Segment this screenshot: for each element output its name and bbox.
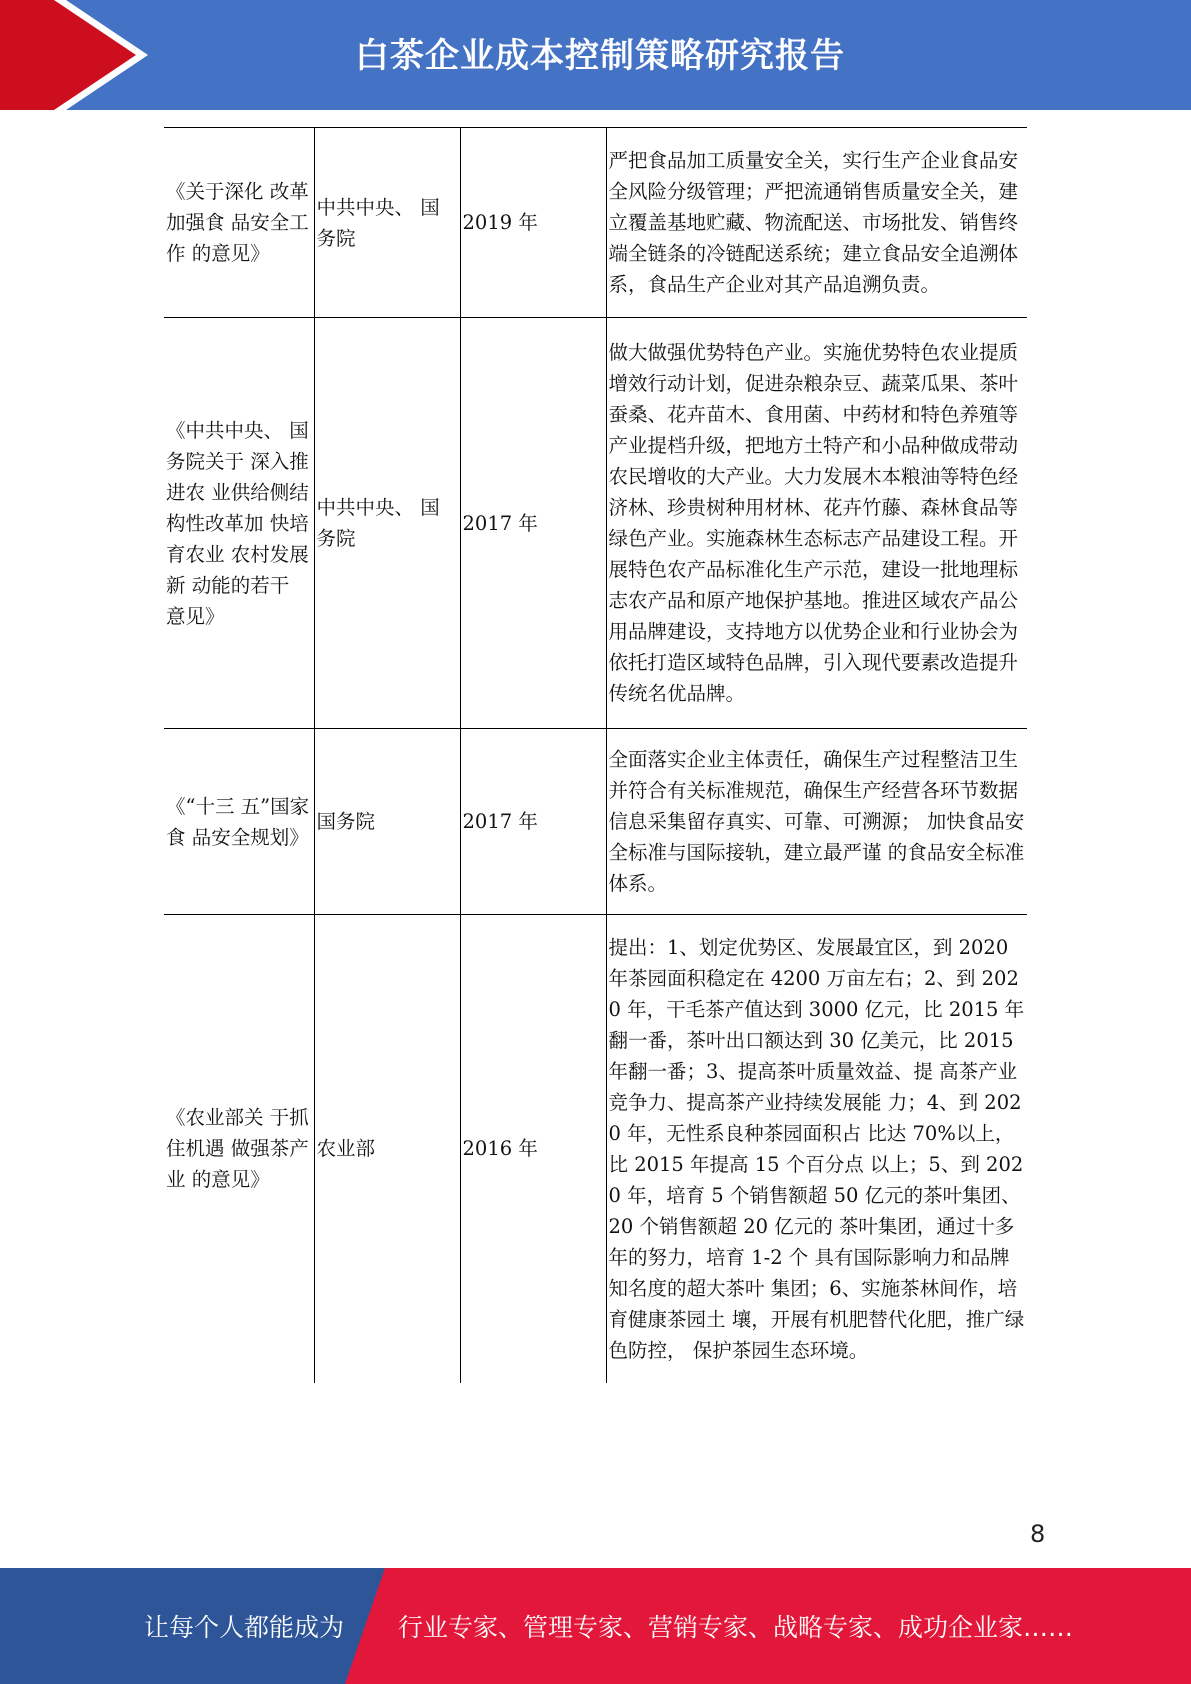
year-cell: 2016 年 (460, 915, 606, 1383)
policy-name-cell: 《“十三 五”国家食 品安全规划》 (164, 729, 314, 915)
content-cell: 提出：1、划定优势区、发展最宜区，到 2020 年茶园面积稳定在 4200 万亩左右；2、到 2020 年，干毛茶产值达到 3000 亿元，比 2015 年翻一番，茶叶出口额达到 30 亿美元，比 2015 年翻一番；3、提高茶叶质量效益、提 高茶产业竞争力、提高茶产业持续发展能 力；4、到 2020 年，无性系良种茶园面积占 比达 70%以上，比 2015 年提高 15 个百分点 以上；5、到 2020 年，培育 5 个销售额超 50 亿元的茶叶集团、20 个销售额超 20 亿元的 茶叶集团，通过十多年的努力，培育 1-2 个 具有国际影响力和品牌知名度的超大茶叶 集团；6、实施茶林间作，培育健康茶园土 壤，开展有机肥替代化肥，推广绿色防控， 保护茶园生态环境。 (606, 915, 1027, 1383)
year-cell: 2017 年 (460, 318, 606, 729)
policy-name-cell: 《农业部关 于抓住机遇 做强茶产业 的意见》 (164, 915, 314, 1383)
arrow-decoration-icon (0, 0, 160, 110)
page-number: 8 (1030, 1520, 1046, 1548)
footer-slogan-right: 行业专家、管理专家、营销专家、战略专家、成功企业家…… (398, 1613, 1074, 1642)
content-cell: 严把食品加工质量安全关，实行生产企业食品安全风险分级管理；严把流通销售质量安全关，建立覆盖基地贮藏、物流配送、市场批发、销售终端全链条的冷链配送系统；建立食品安全追溯体系，食品生产企业对其产品追溯负责。 (606, 128, 1027, 318)
table-row (164, 729, 1027, 915)
page-footer (0, 1568, 1191, 1684)
page-header (0, 0, 1191, 110)
content-cell: 做大做强优势特色产业。实施优势特色农业提质增效行动计划，促进杂粮杂豆、蔬菜瓜果、茶叶蚕桑、花卉苗木、食用菌、中药材和特色养殖等产业提档升级，把地方土特产和小品种做成带动农民增收的大产业。大力发展木本粮油等特色经济林、珍贵树种用材林、花卉竹藤、森林食品等绿色产业。实施森林生态标志产品建设工程。开展特色农产品标准化生产示范，建设一批地理标志农产品和原产地保护基地。推进区域农产品公用品牌建设，支持地方以优势企业和行业协会为依托打造区域特色品牌，引入现代要素改造提升传统名优品牌。 (606, 318, 1027, 729)
table-row (164, 128, 1027, 318)
year-cell: 2019 年 (460, 128, 606, 318)
issuer-cell: 农业部 (314, 915, 460, 1383)
table-row (164, 915, 1027, 1383)
issuer-cell: 国务院 (314, 729, 460, 915)
content-cell: 全面落实企业主体责任，确保生产过程整洁卫生并符合有关标准规范，确保生产经营各环节数据信息采集留存真实、可靠、可溯源； 加快食品安全标准与国际接轨，建立最严谨 的食品安全标准体系。 (606, 729, 1027, 915)
table-row (164, 318, 1027, 729)
page-title: 白茶企业成本控制策略研究报告 (355, 36, 845, 76)
policy-table (164, 127, 1027, 1383)
policy-name-cell: 《关于深化 改革加强食 品安全工作 的意见》 (164, 128, 314, 318)
issuer-cell: 中共中央、 国务院 (314, 128, 460, 318)
policy-name-cell: 《中共中央、 国务院关于 深入推进农 业供给侧结 构性改革加 快培育农业 农村发展新 动能的若干 意见》 (164, 318, 314, 729)
year-cell: 2017 年 (460, 729, 606, 915)
issuer-cell: 中共中央、 国务院 (314, 318, 460, 729)
footer-slogan-left: 让每个人都能成为 (144, 1613, 345, 1642)
